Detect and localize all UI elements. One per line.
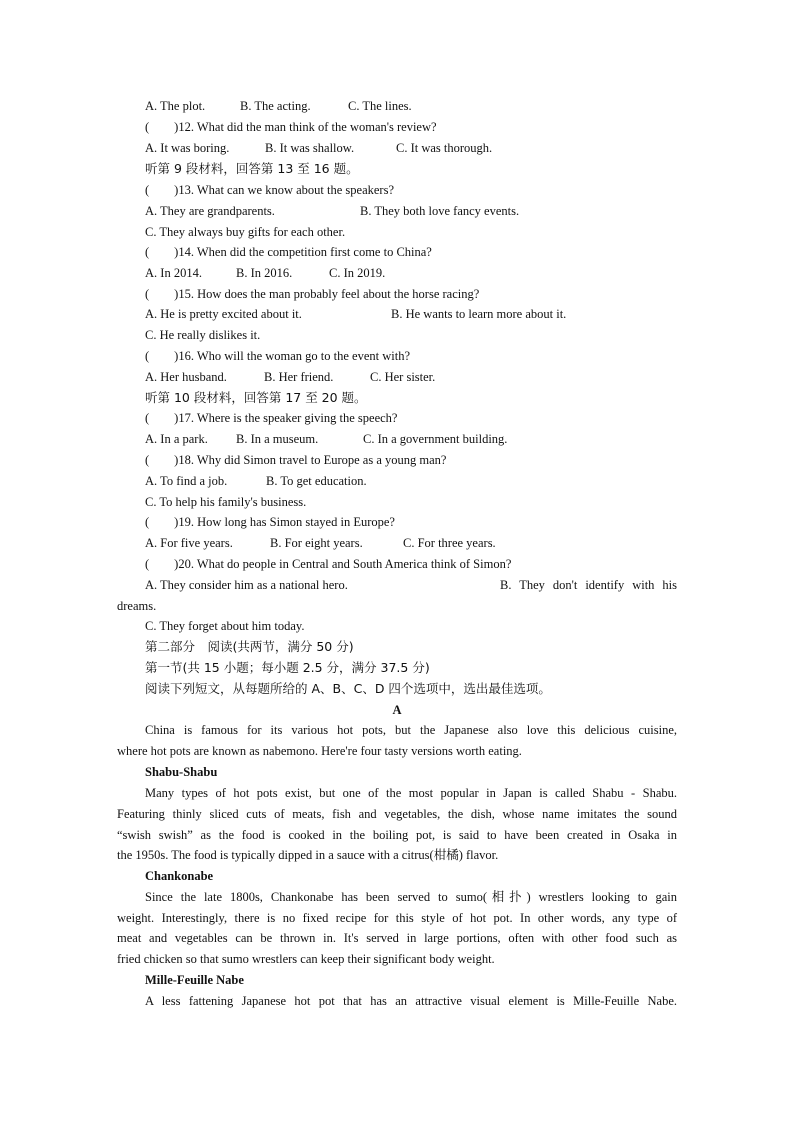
q19-option-a: A. For five years. (145, 536, 233, 550)
shabu-line-2: Featuring thinly sliced cuts of meats, fish and vegetables, the dish, whose name imitates the sound (117, 807, 677, 821)
q12-option-c: C. It was thorough. (396, 141, 493, 155)
q19-options (145, 535, 496, 551)
mille-line-1: A less fattening Japanese hot pot that has an attractive visual element is Mille-Feuille Nabe. (145, 994, 677, 1008)
shabu-line-4: the 1950s. The food is typically dipped in a sauce with a citrus(柑橘) flavor. (117, 848, 499, 862)
q13-option-c: C. They always buy gifts for each other. (145, 225, 346, 239)
heading-mille-feuille-nabe: Mille-Feuille Nabe (145, 973, 244, 987)
question-12: ( )12. What did the man think of the woman's review? (145, 120, 437, 134)
question-13: ( )13. What can we know about the speakers? (145, 183, 394, 197)
q15-option-a: A. He is pretty excited about it. (145, 307, 302, 321)
q14-options (145, 265, 386, 281)
chank-line-2: weight. Interestingly, there is no fixed recipe for this style of hot pot. In other words, any type of (117, 911, 677, 925)
q11-option-a: A. The plot. (145, 99, 206, 113)
question-19: ( )19. How long has Simon stayed in Europe? (145, 515, 395, 529)
q12-option-b: B. It was shallow. (265, 141, 355, 155)
question-18: ( )18. Why did Simon travel to Europe as a young man? (145, 453, 447, 467)
q12-option-a: A. It was boring. (145, 141, 230, 155)
chank-line-3: meat and vegetables can be thrown in. It's served in large portions, often with other food such as (117, 931, 677, 945)
q19-option-c: C. For three years. (403, 536, 496, 550)
q18-option-c: C. To help his family's business. (145, 495, 307, 509)
shabu-line-1: Many types of hot pots exist, but one of the most popular in Japan is called Shabu - Shabu. (145, 786, 677, 800)
q20-option-b: B. They don't identify with his (500, 578, 677, 592)
q17-options (145, 431, 508, 447)
q17-option-a: A. In a park. (145, 432, 208, 446)
q11-options (145, 98, 412, 114)
q18-option-a: A. To find a job. (145, 474, 228, 488)
section-9-heading: 听第 9 段材料，回答第 13 至 16 题。 (145, 161, 359, 176)
q17-option-c: C. In a government building. (363, 432, 508, 446)
q14-option-b: B. In 2016. (236, 266, 293, 280)
chank-line-1: Since the late 1800s, Chankonabe has been served to sumo(相扑) wrestlers looking to gain (145, 890, 677, 904)
question-20: ( )20. What do people in Central and South America think of Simon? (145, 557, 512, 571)
heading-shabu-shabu: Shabu-Shabu (145, 765, 218, 779)
q19-option-b: B. For eight years. (270, 536, 363, 550)
q12-options (145, 140, 493, 156)
q15-option-c: C. He really dislikes it. (145, 328, 261, 342)
q15-option-b: B. He wants to learn more about it. (391, 307, 567, 321)
q18-options (145, 473, 367, 489)
q16-option-b: B. Her friend. (264, 370, 334, 384)
q11-option-b: B. The acting. (240, 99, 311, 113)
question-16: ( )16. Who will the woman go to the event with? (145, 349, 410, 363)
q14-option-c: C. In 2019. (329, 266, 386, 280)
intro-line-1: China is famous for its various hot pots, but the Japanese also love this delicious cuisine, (145, 723, 677, 737)
q20-option-a: A. They consider him as a national hero. (145, 578, 348, 592)
section-10-heading: 听第 10 段材料，回答第 17 至 20 题。 (145, 390, 367, 405)
q20-option-b-cont: dreams. (117, 599, 157, 613)
intro-line-2: where hot pots are known as nabemono. Here're four tasty versions worth eating. (117, 744, 522, 758)
q16-option-c: C. Her sister. (370, 370, 436, 384)
q20-option-c: C. They forget about him today. (145, 619, 305, 633)
question-17: ( )17. Where is the speaker giving the speech? (145, 411, 398, 425)
q14-option-a: A. In 2014. (145, 266, 202, 280)
question-14: ( )14. When did the competition first come to China? (145, 245, 432, 259)
q16-option-a: A. Her husband. (145, 370, 227, 384)
q13-option-a: A. They are grandparents. (145, 204, 275, 218)
heading-chankonabe: Chankonabe (145, 869, 214, 883)
q13-option-b: B. They both love fancy events. (360, 204, 520, 218)
q16-options (145, 369, 436, 385)
section-1-heading: 第一节(共 15 小题；每小题 2.5 分，满分 37.5 分) (145, 660, 430, 675)
q17-option-b: B. In a museum. (236, 432, 319, 446)
part-2-heading: 第二部分 阅读(共两节，满分 50 分) (145, 639, 354, 654)
question-15: ( )15. How does the man probably feel about the horse racing? (145, 287, 480, 301)
passage-label: A (392, 703, 402, 717)
shabu-line-3: “swish swish” as the food is cooked in the boiling pot, is said to have been created in Osaka in (117, 828, 677, 842)
chank-line-4: fried chicken so that sumo wrestlers can keep their significant body weight. (117, 952, 495, 966)
q18-option-b: B. To get education. (266, 474, 367, 488)
q11-option-c: C. The lines. (348, 99, 412, 113)
reading-instructions: 阅读下列短文，从每题所给的 A、B、C、D 四个选项中，选出最佳选项。 (145, 681, 551, 696)
